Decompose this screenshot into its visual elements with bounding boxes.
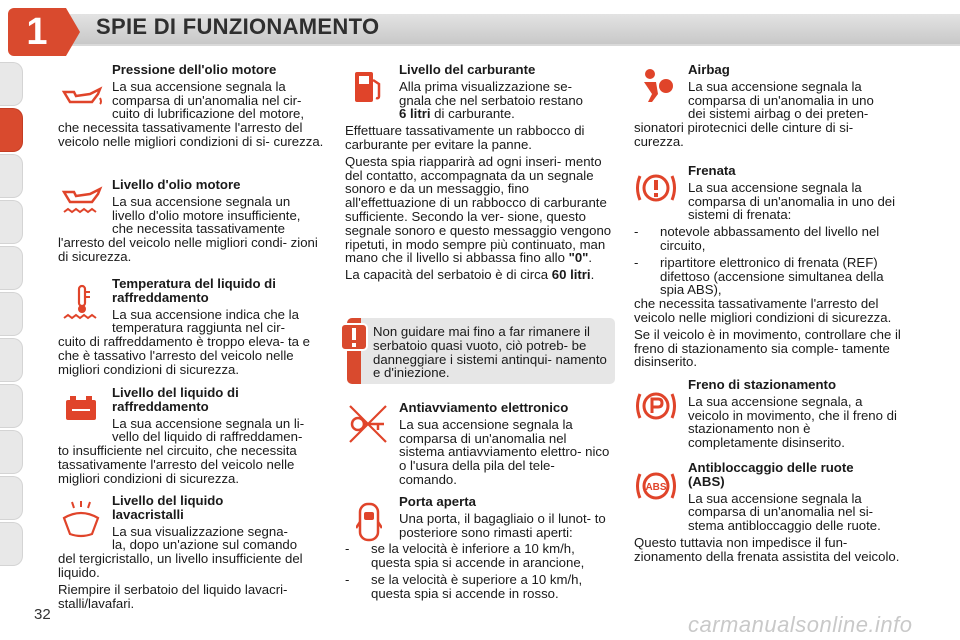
- side-tab-strip: [0, 62, 22, 582]
- section-brake: Frenata La sua accensione segnala la comparsa di un'anomalia in uno dei sistemi di frenata: - notevole abbassamento del livello nel circuito, - ripartitore elettronico di frenata (REF) difettoso (accensione simultanea della spia ABS), che necessita tassativamente l'arresto del veicolo nelle migliori condizioni di sicurezza. Se il veicolo è in movimento, controllare che il freno di stazionamento sia comple- tamente disinserito.: [634, 164, 904, 369]
- page-number: 32: [34, 606, 51, 623]
- section-title: Airbag: [688, 62, 730, 77]
- page-title: SPIE DI FUNZIONAMENTO: [96, 14, 380, 39]
- section-fuel: Livello del carburante Alla prima visualizzazione se- gnala che nel serbatoio restano 6 litri di carburante. Effettuare tassativamente un rabbocco di carburante per evitare la panne. Questa spia riapparirà ad ogni inseri- mento del contatto, accompagnata da un segnale sonoro e da un messaggio, fino all'effettuazione di un rabbocco di carburante sufficiente. Secondo la ver- sione, questo segnale sonoro e questo messaggio vengono ripetuti, in modo sempre più continuato, man mano che il livello si abbassa fino allo "0". La capacità del serbatoio è di circa 60 litri.: [345, 63, 615, 282]
- section-title: Porta aperta: [399, 494, 476, 509]
- warning-note: [347, 318, 615, 384]
- side-tab[interactable]: [0, 430, 23, 474]
- section-title: Antibloccaggio delle ruote: [688, 460, 854, 475]
- side-tab[interactable]: [0, 384, 23, 428]
- section-abs: Antibloccaggio delle ruote (ABS) La sua accensione segnala la comparsa di un'anomalia nel si- stema antibloccaggio delle ruote. Questo tuttavia non impedisce il fun- zionamento della frenata assistita del veicolo.: [634, 461, 904, 564]
- section-oil-level: Livello d'olio motore La sua accensione segnala un livello d'olio motore insufficiente, che necessita tassativamente l'arresto del veicolo nelle migliori condi- zioni di sicurezza.: [58, 178, 326, 264]
- page-header: [0, 0, 960, 52]
- section-title: Livello del liquido di: [112, 385, 239, 400]
- chapter-badge: 1: [8, 8, 66, 56]
- side-tab[interactable]: [0, 200, 23, 244]
- section-immobiliser: Antiavviamento elettronico La sua accensione segnala la comparsa di un'anomalia nel sistema antiavviamento elettro- nico o l'usura della pila del tele- comando.: [345, 401, 615, 487]
- section-title: Pressione dell'olio motore: [112, 62, 277, 77]
- exclamation-icon: [339, 322, 369, 352]
- side-tab[interactable]: [0, 522, 23, 566]
- section-title: Temperatura del liquido di: [112, 276, 276, 291]
- side-tab[interactable]: [0, 292, 23, 336]
- section-parking-brake: Freno di stazionamento La sua accensione segnala, a veicolo in movimento, che il freno di stazionamento non è completamente disinserito.: [634, 378, 904, 450]
- section-door: Porta aperta Una porta, il bagagliaio o il lunot- to posteriore sono rimasti aperti: - se la velocità è inferiore a 10 km/h, questa spia si accende in arancione, - se la velocità è superiore a 10 km/h, questa spia si accende in rosso.: [345, 495, 615, 601]
- warning-text: Non guidare mai fino a far rimanere il serbatoio quasi vuoto, ciò potreb- be danneggiare i sistemi antinqui- namento e d'iniezione.: [373, 324, 607, 381]
- side-tab[interactable]: [0, 246, 23, 290]
- section-title: Livello del liquido: [112, 493, 224, 508]
- side-tab[interactable]: [0, 62, 23, 106]
- section-title: Livello del carburante: [399, 62, 536, 77]
- side-tab[interactable]: [0, 154, 23, 198]
- section-airbag: Airbag La sua accensione segnala la comparsa di un'anomalia in uno dei sistemi airbag o dei preten- sionatori pirotecnici delle cinture di si- curezza.: [634, 63, 904, 149]
- section-title: Antiavviamento elettronico: [399, 400, 569, 415]
- section-title: Frenata: [688, 163, 736, 178]
- section-coolant-temp: Temperatura del liquido di raffreddamento La sua accensione indica che la temperatura raggiunta nel cir- cuito di raffreddamento è troppo eleva- ta e che è tassativo l'arresto del veicolo nelle migliori condizioni di sicurezza.: [58, 277, 326, 377]
- section-washer: Livello del liquido lavacristalli La sua visualizzazione segna- la, dopo un'azione sul comando del tergicristallo, un livello insufficiente del liquido. Riempire il serbatoio del liquido lavacri- stalli/lavafari.: [58, 494, 326, 610]
- side-tab-active[interactable]: [0, 108, 23, 152]
- section-oil-pressure: Pressione dell'olio motore La sua accensione segnala la comparsa di un'anomalia nel cir- cuito di lubrificazione del motore, che necessita tassativamente l'arresto del veicolo nelle migliori condizioni di si- curezza.: [58, 63, 326, 149]
- section-title: Freno di stazionamento: [688, 377, 837, 392]
- svg-text:ABS: ABS: [645, 482, 667, 493]
- section-title: Livello d'olio motore: [112, 177, 241, 192]
- watermark: carmanualsonline.info: [688, 612, 913, 637]
- side-tab[interactable]: [0, 338, 23, 382]
- section-coolant-level: Livello del liquido di raffreddamento La sua accensione segnala un li- vello del liquido di raffreddamen- to insufficiente nel circuito, che necessita tassativamente l'arresto del veicolo nelle migliori condizioni di sicurezza.: [58, 386, 326, 486]
- side-tab[interactable]: [0, 476, 23, 520]
